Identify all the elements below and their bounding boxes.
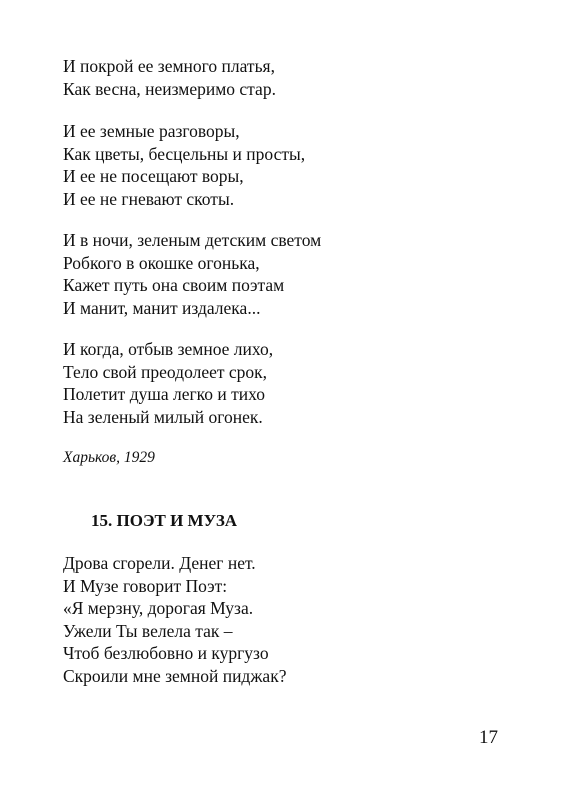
- verse-line: Как весна, неизмеримо стар.: [63, 78, 276, 99]
- page-number: 17: [479, 727, 498, 748]
- verse-line: И в ночи, зеленым детским светом: [63, 230, 322, 250]
- verse-line: Кажет путь она своим поэтам: [63, 275, 285, 295]
- verse-line: И манит, манит издалека...: [63, 297, 261, 318]
- verse-line: Ужели Ты велела так –: [63, 620, 233, 641]
- stanza-3: [63, 229, 321, 319]
- poem-title: 15. ПОЭТ И МУЗА: [91, 511, 238, 530]
- verse-line: И ее земные разговоры,: [63, 121, 240, 141]
- verse-line: И ее не посещают воры,: [63, 166, 244, 186]
- verse-line: И когда, отбыв земное лихо,: [63, 339, 274, 359]
- verse-line: Дрова сгорели. Денег нет.: [63, 553, 256, 573]
- verse-line: И Музе говорит Поэт:: [63, 575, 228, 596]
- verse-line: Тело свой преодолеет срок,: [63, 361, 268, 382]
- verse-line: Чтоб безлюбовно и кургузо: [63, 643, 269, 663]
- verse-line: Скроили мне земной пиджак?: [63, 665, 287, 686]
- verse-line: «Я мерзну, дорогая Муза.: [63, 598, 254, 618]
- verse-line: И ее не гневают скоты.: [63, 188, 235, 209]
- verse-line: На зеленый милый огонек.: [63, 406, 263, 427]
- stanza-5: [63, 552, 286, 687]
- verse-line: Робкого в окошке огонька,: [63, 252, 260, 273]
- place-date: Харьков, 1929: [63, 449, 155, 466]
- verse-line: Как цветы, бесцельны и просты,: [63, 143, 306, 164]
- stanza-4: [63, 338, 273, 428]
- verse-line: И покрой ее земного платья,: [63, 56, 275, 76]
- stanza-2: [63, 120, 305, 210]
- stanza-1: [63, 55, 276, 100]
- verse-line: Полетит душа легко и тихо: [63, 384, 265, 404]
